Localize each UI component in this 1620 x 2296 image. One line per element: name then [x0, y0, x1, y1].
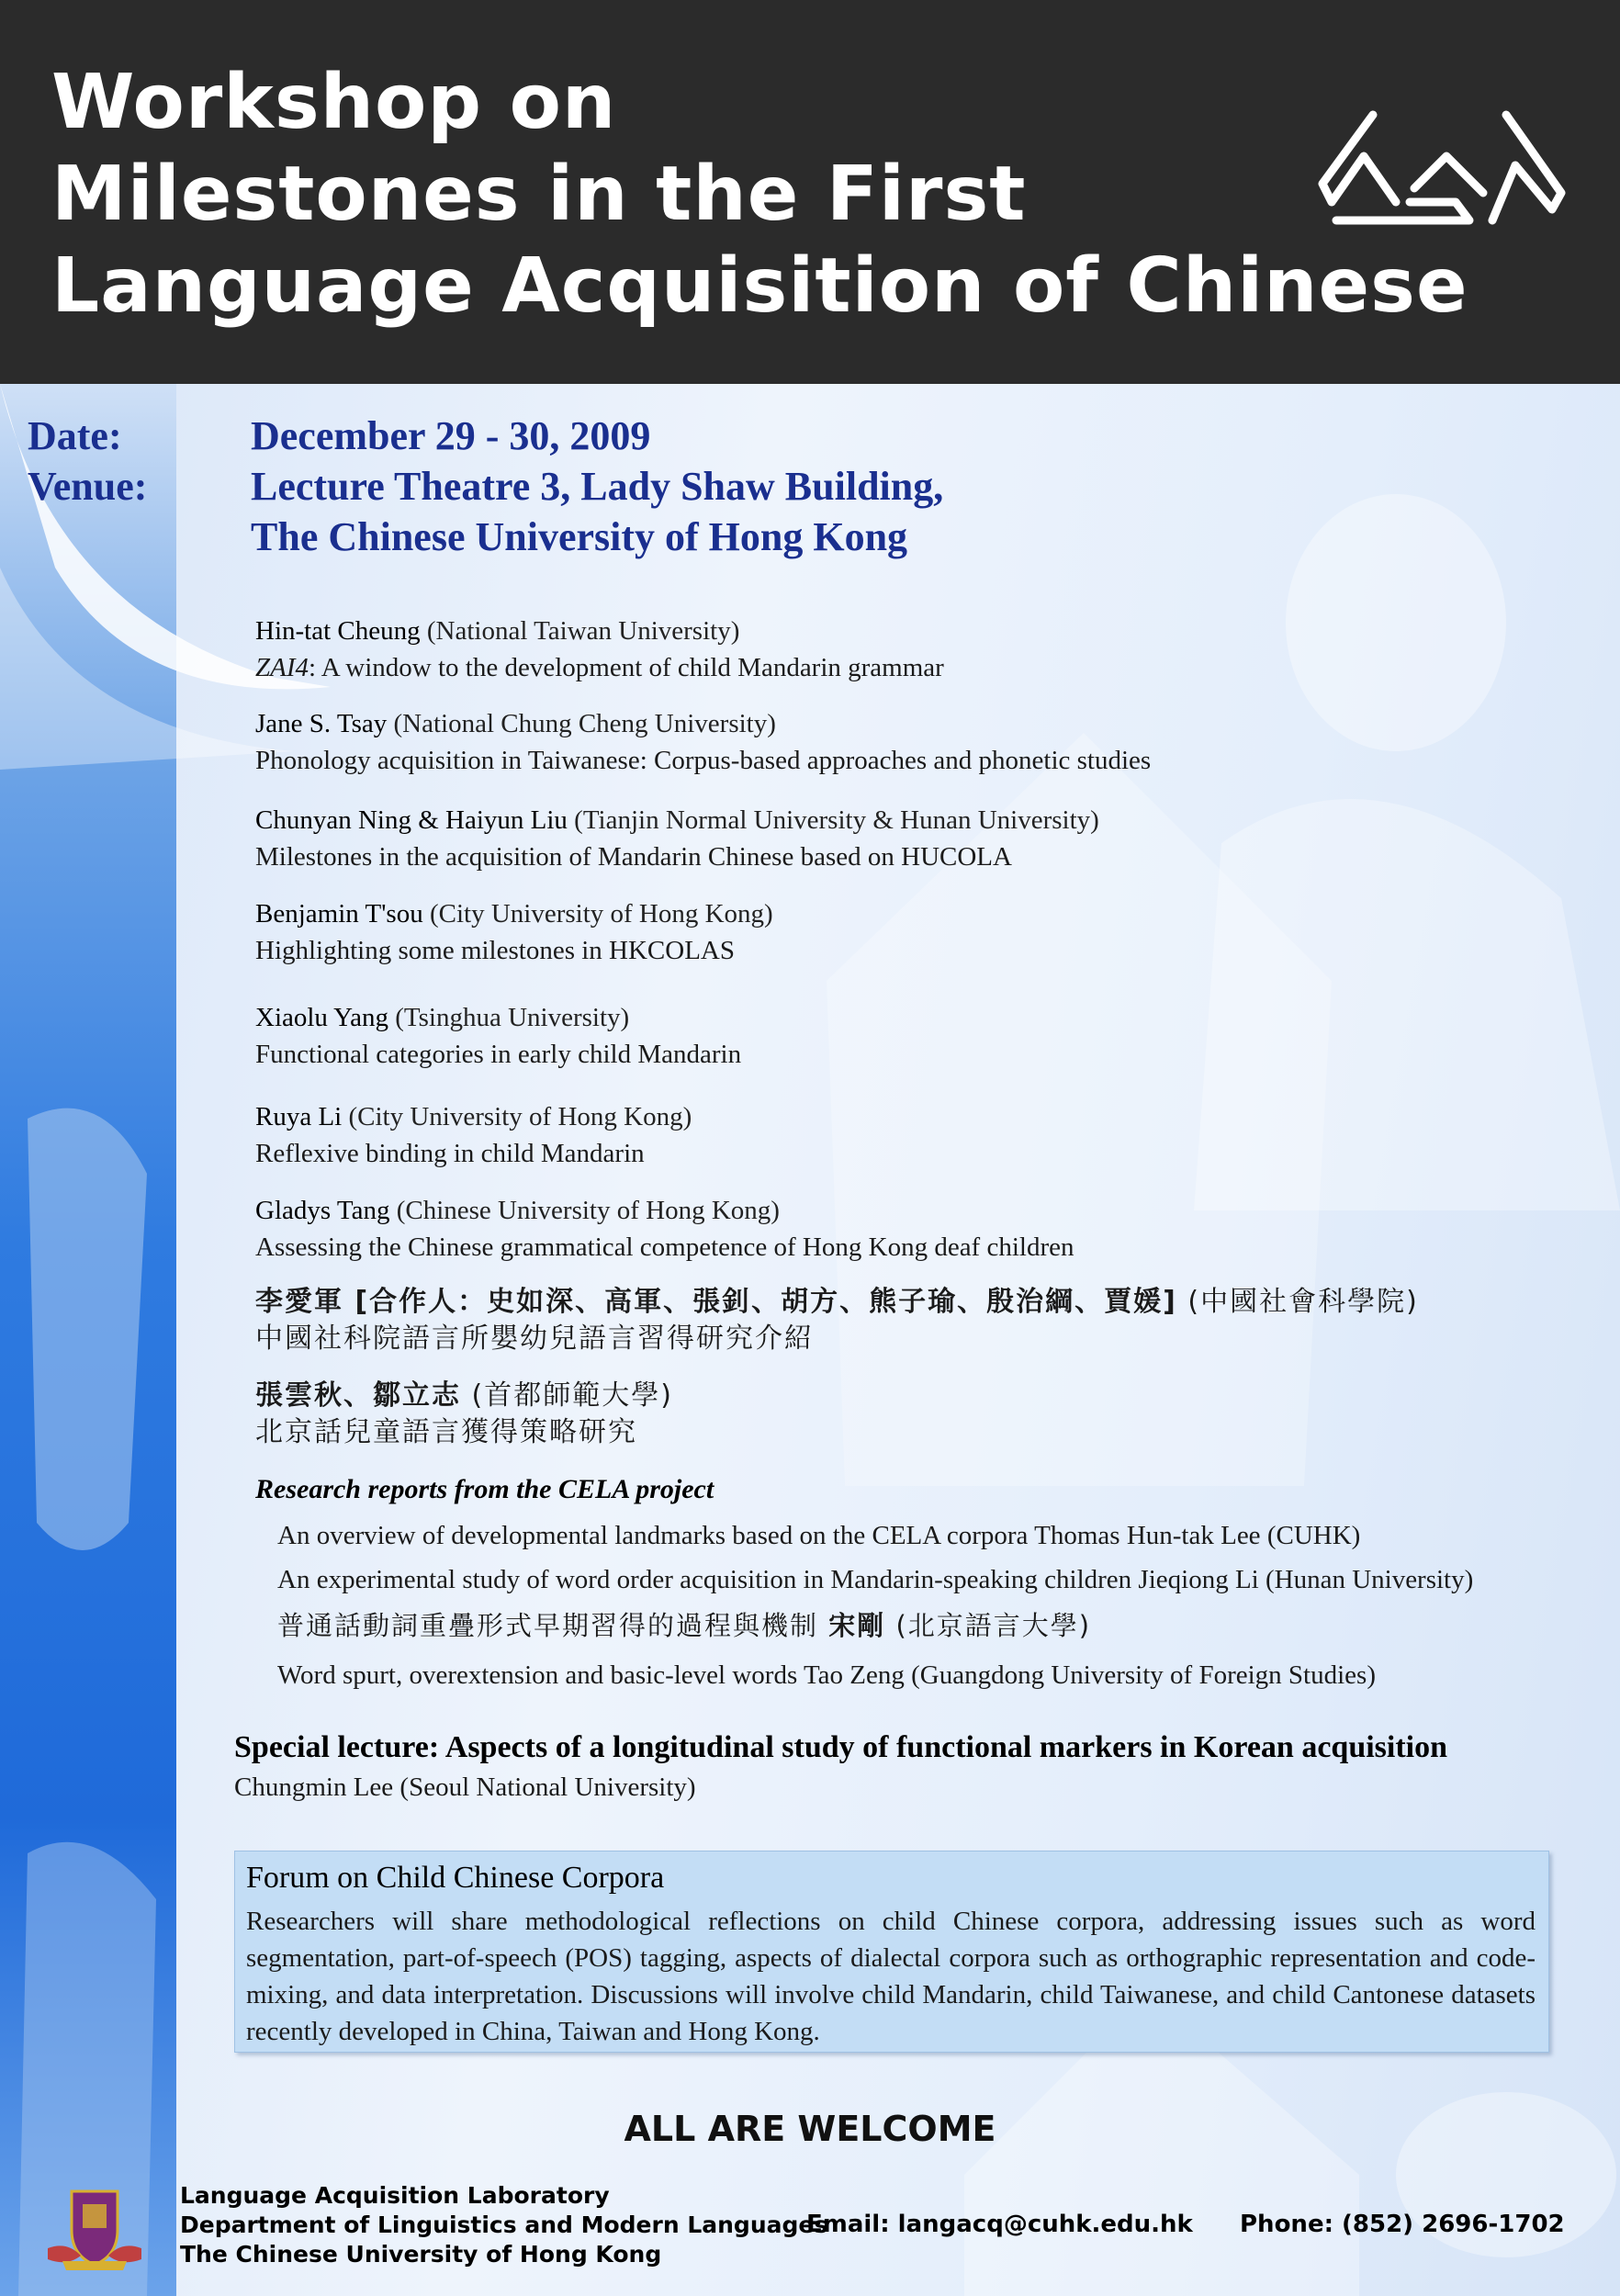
talk-1: [255, 613, 944, 686]
talk-speaker: 張雲秋、鄒立志: [255, 1379, 461, 1412]
cela-title: Word spurt, overextension and basic-level words: [277, 1660, 798, 1690]
talk-4: [255, 895, 773, 969]
talk-7: [255, 1192, 1074, 1266]
talk-affiliation: (Tsinghua University): [395, 1003, 630, 1032]
talk-speaker: 李愛軍 [合作人：史如深、高軍、張釗、胡方、熊子瑜、殷治綱、賈媛]: [255, 1286, 1177, 1318]
forum-description: Researchers will share methodological reflections on child Chinese corpora, addressing issues such as word segmentation, part-of-speech (POS) tagging, aspects of dialectal corpora such as orthographic representation and code-mixing, and data interpretation. Discussions will involve child Mandarin, child Taiwanese, and child Cantonese datasets recently developed in China, Taiwan and Hong Kong.: [246, 1907, 1536, 2046]
title-line-3: Language Acquisition of Chinese: [51, 242, 1468, 330]
talk-affiliation: (Chinese University of Hong Kong): [396, 1196, 780, 1225]
forum-box: [234, 1851, 1549, 2053]
cela-affiliation: (北京語言大學): [895, 1610, 1092, 1641]
cela-title: An experimental study of word order acquisition in Mandarin-speaking children: [277, 1565, 1132, 1594]
talk-affiliation: (City University of Hong Kong): [429, 899, 773, 929]
talk-speaker: Gladys Tang: [255, 1196, 390, 1225]
cela-item-2: [277, 1561, 1473, 1598]
talk-title: 中國社科院語言所嬰幼兒語言習得研究介紹: [255, 1322, 814, 1355]
footer-lab-line-3: The Chinese University of Hong Kong: [180, 2241, 662, 2268]
event-venue-line1: Lecture Theatre 3, Lady Shaw Building,: [251, 464, 944, 509]
cela-speaker: 宋剛: [828, 1610, 886, 1641]
talk-cjk-1: [255, 1284, 1419, 1357]
talk-speaker: Ruya Li: [255, 1102, 343, 1131]
title-line-2: Milestones in the First: [51, 151, 1027, 238]
footer-lab-info: [180, 2181, 827, 2269]
header-banner: [0, 0, 1620, 384]
talk-affiliation: (National Taiwan University): [426, 616, 740, 646]
cela-heading: Research reports from the CELA project: [255, 1474, 714, 1504]
talk-title-emphasis: ZAI4: [255, 653, 309, 682]
talk-speaker: Jane S. Tsay: [255, 709, 388, 738]
special-lecture-title: Special lecture: Aspects of a longitudinal study of functional markers in Korean acquisition: [234, 1730, 1448, 1764]
page-title: [51, 57, 1468, 332]
date-label: Date:: [28, 413, 122, 458]
cela-speaker: Thomas Hun-tak Lee: [1034, 1521, 1261, 1550]
talk-3: [255, 802, 1099, 875]
talk-affiliation: (首都師範大學): [471, 1379, 673, 1412]
welcome-banner: ALL ARE WELCOME: [624, 2109, 996, 2149]
talk-affiliation: (中國社會科學院): [1187, 1286, 1419, 1318]
event-date: December 29 - 30, 2009: [251, 413, 651, 458]
talk-affiliation: (National Chung Cheng University): [393, 709, 776, 738]
title-line-1: Workshop on: [51, 59, 617, 146]
talk-title: Phonology acquisition in Taiwanese: Corpus-based approaches and phonetic studies: [255, 746, 1152, 775]
lab-logo-icon: [1309, 101, 1575, 248]
talk-speaker: Benjamin T'sou: [255, 899, 423, 929]
talk-speaker: Hin-tat Cheung: [255, 616, 421, 646]
talk-title: Highlighting some milestones in HKCOLAS: [255, 936, 735, 965]
talk-affiliation: (Tianjin Normal University & Hunan University): [574, 805, 1099, 835]
talk-affiliation: (City University of Hong Kong): [348, 1102, 692, 1131]
venue-label: Venue:: [28, 464, 148, 509]
cela-affiliation: (Hunan University): [1265, 1565, 1474, 1594]
cela-item-1: [277, 1517, 1360, 1554]
cela-affiliation: (CUHK): [1266, 1521, 1361, 1550]
cela-speaker: Jieqiong Li: [1138, 1565, 1259, 1594]
talk-title: 北京話兒童語言獲得策略研究: [255, 1416, 637, 1448]
cela-item-4: [277, 1657, 1376, 1694]
special-lecture-speaker-line: [234, 1773, 696, 1803]
cela-affiliation: (Guangdong University of Foreign Studies): [911, 1660, 1376, 1690]
forum-title: Forum on Child Chinese Corpora: [246, 1861, 665, 1895]
talk-title: Reflexive binding in child Mandarin: [255, 1139, 645, 1168]
footer-lab-line-1: Language Acquisition Laboratory: [180, 2182, 610, 2209]
cela-item-3: [277, 1607, 1091, 1644]
talk-cjk-2: [255, 1378, 673, 1451]
talk-speaker: Chunyan Ning & Haiyun Liu: [255, 805, 568, 835]
university-crest-icon: [44, 2184, 145, 2272]
cela-title: 普通話動詞重疊形式早期習得的過程與機制: [277, 1610, 819, 1641]
event-venue-line2: The Chinese University of Hong Kong: [251, 514, 908, 559]
footer-lab-line-2: Department of Linguistics and Modern Languages: [180, 2212, 828, 2238]
talk-5: [255, 999, 741, 1073]
special-speaker: Chungmin Lee: [234, 1773, 394, 1802]
talk-2: [255, 705, 1151, 779]
special-affiliation: (Seoul National University): [399, 1773, 696, 1802]
talk-title: Milestones in the acquisition of Mandarin Chinese based on HUCOLA: [255, 842, 1012, 872]
talk-title: Functional categories in early child Mandarin: [255, 1040, 742, 1069]
talk-speaker: Xiaolu Yang: [255, 1003, 389, 1032]
footer-phone: Phone: (852) 2696-1702: [1240, 2211, 1565, 2238]
talk-title: Assessing the Chinese grammatical competence of Hong Kong deaf children: [255, 1232, 1074, 1262]
cela-speaker: Tao Zeng: [803, 1660, 905, 1690]
talk-title: : A window to the development of child Mandarin grammar: [309, 653, 944, 682]
cela-title: An overview of developmental landmarks based on the CELA corpora: [277, 1521, 1029, 1550]
footer-email[interactable]: Email: langacq@cuhk.edu.hk: [806, 2211, 1193, 2238]
talk-6: [255, 1098, 692, 1172]
